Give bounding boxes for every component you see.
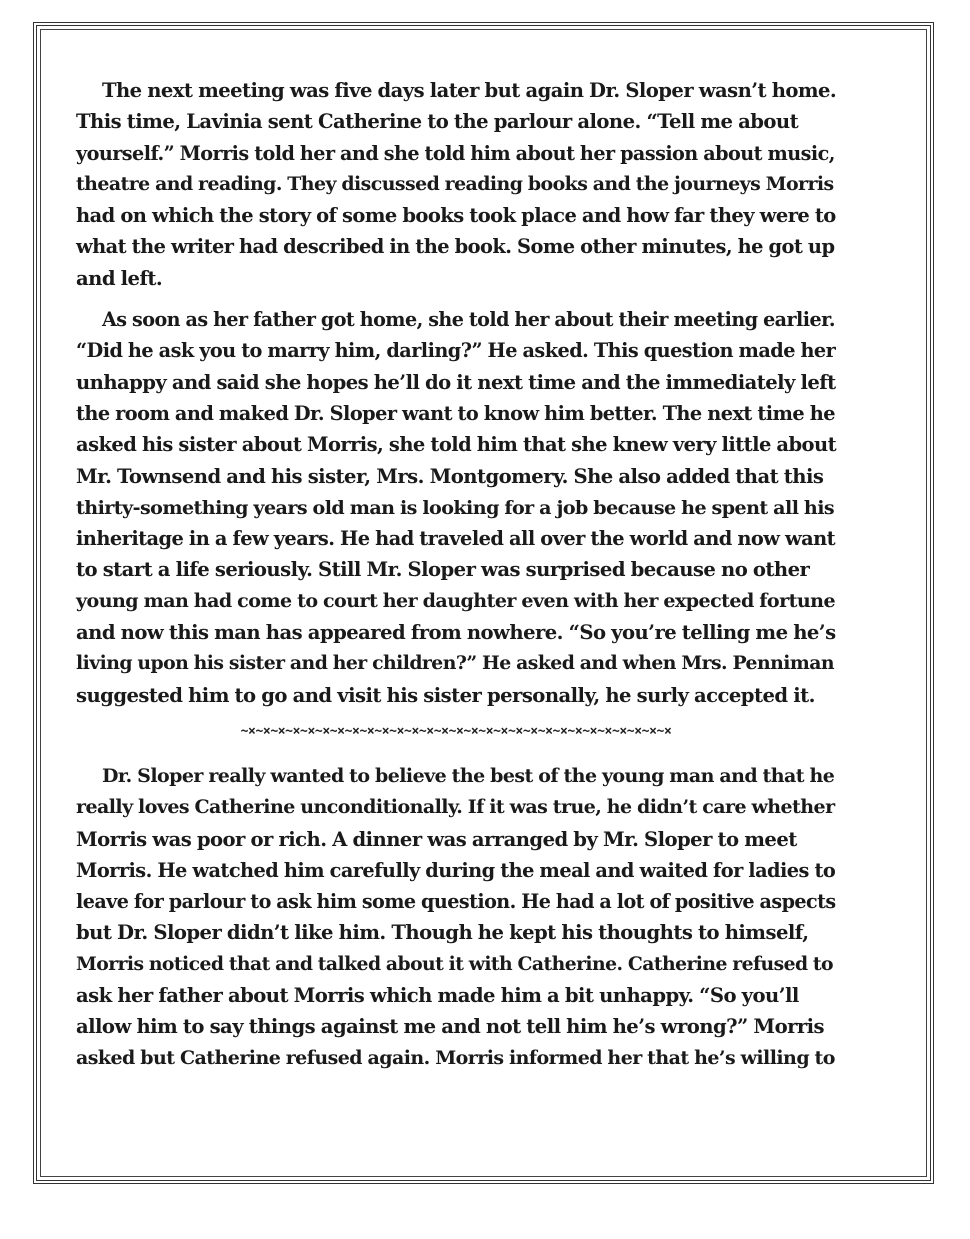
text-line: and now this man has appeared from nowhere. “So you’re telling me he’s — [76, 621, 836, 645]
text-line: Mr. Townsend and his sister, Mrs. Montgomery. She also added that this — [76, 464, 824, 488]
text-line: This time, Lavinia sent Catherine to the parlour alone. “Tell me about — [76, 110, 799, 134]
text-line: but Dr. Sloper didn’t like him. Though he kept his thoughts to himself, — [76, 921, 809, 945]
text-line: As soon as her father got home, she told her about their meeting earlier. — [102, 308, 835, 332]
text-line: what the writer had described in the book. Some other minutes, he got up — [76, 235, 835, 259]
text-line: suggested him to go and visit his sister personally, he surly accepted it. — [76, 683, 815, 707]
text-line: thirty-something years old man is looking for a job because he spent all his — [76, 495, 835, 519]
text-line: leave for parlour to ask him some question. He had a lot of positive aspects — [76, 890, 836, 914]
text-line: living upon his sister and her children?” He asked and when Mrs. Penniman — [76, 652, 835, 675]
paragraph-2 — [76, 304, 836, 711]
text-line: the room and maked Dr. Sloper want to know him better. The next time he — [76, 401, 835, 425]
text-line: allow him to say things against me and not tell him he’s wrong?” Morris — [76, 1015, 825, 1039]
text-line: Morris. He watched him carefully during the meal and waited for ladies to — [76, 858, 836, 882]
text-line: young man had come to court her daughter even with her expected fortune — [76, 589, 836, 612]
text-line: The next meeting was five days later but again Dr. Sloper wasn’t home. — [102, 79, 837, 102]
text-line: Morris noticed that and talked about it with Catherine. Catherine refused to — [76, 952, 834, 975]
document-body — [76, 75, 836, 1084]
paragraph-3 — [76, 761, 836, 1074]
text-line: yourself.” Morris told her and she told him about her passion about music, — [76, 141, 835, 165]
text-line: asked but Catherine refused again. Morris informed her that he’s willing to — [76, 1046, 835, 1069]
text-line: inheritage in a few years. He had traveled all over the world and now want — [76, 527, 836, 551]
text-line: had on which the story of some books took place and how far they were to — [76, 204, 836, 228]
text-line: Dr. Sloper really wanted to believe the best of the young man and that he — [102, 764, 835, 787]
text-line: theatre and reading. They discussed reading books and the journeys Morris — [76, 172, 834, 195]
text-line: Morris was poor or rich. A dinner was arranged by Mr. Sloper to meet — [76, 827, 797, 851]
paragraph-1 — [76, 75, 836, 294]
text-line: really loves Catherine unconditionally. If it was true, he didn’t care whether — [76, 796, 835, 819]
text-line: unhappy and said she hopes he’ll do it next time and the immediately left — [76, 370, 836, 394]
text-line: asked his sister about Morris, she told him that she knew very little about — [76, 433, 837, 457]
text-line: “Did he ask you to marry him, darling?” He asked. This question made her — [76, 339, 836, 363]
text-line: ask her father about Morris which made him a bit unhappy. “So you’ll — [76, 984, 799, 1008]
text-line: to start a life seriously. Still Mr. Sloper was surprised because no other — [76, 558, 810, 582]
text-line: and left. — [76, 266, 163, 290]
section-separator: ~×~×~×~×~×~×~×~×~×~×~×~×~×~×~×~×~×~×~×~×~×~×~×~×~×~×~×~×~× — [240, 723, 672, 739]
